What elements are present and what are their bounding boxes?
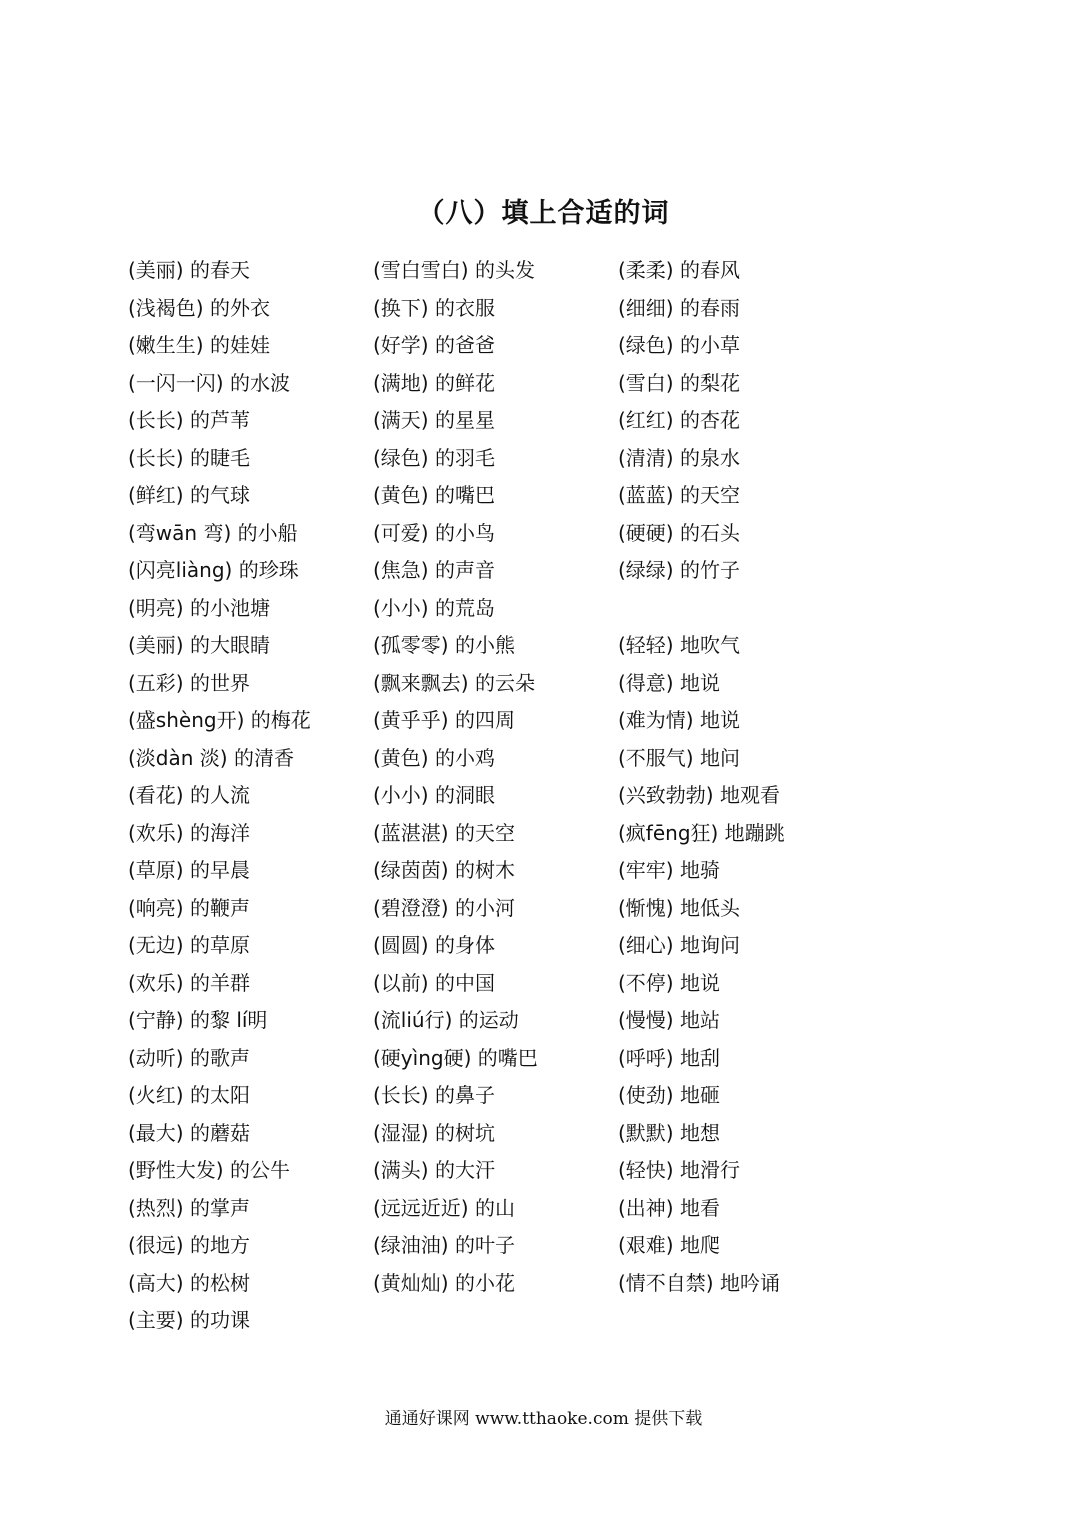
phrase-entry: (闪亮liàng) 的珍珠 [128,558,299,582]
phrase-column-1 [128,252,368,1340]
phrase-entry: (绿茵茵) 的树木 [373,858,515,882]
phrase-entry: (柔柔) 的春风 [618,258,740,282]
phrase-entry: (绿色) 的羽毛 [373,445,495,470]
phrase-entry: (最大) 的蘑菇 [128,1120,250,1145]
phrase-entry: (绿绿) 的竹子 [618,558,740,582]
phrase-entry: (小小) 的洞眼 [373,783,495,807]
phrase-entry: (轻轻) 地吹气 [618,633,740,657]
phrase-entry: (圆圆) 的身体 [373,933,495,957]
phrase-entry: (细细) 的春雨 [618,295,740,320]
phrase-entry: (默默) 地想 [618,1120,720,1145]
phrase-entry: (欢乐) 的羊群 [128,970,250,995]
phrase-entry: (欢乐) 的海洋 [128,820,250,845]
phrase-entry: (一闪一闪) 的水波 [128,370,290,395]
phrase-entry: (硬硬) 的石头 [618,520,740,545]
phrase-entry: (蓝湛湛) 的天空 [373,820,515,845]
phrase-entry: (轻快) 地滑行 [618,1158,740,1182]
phrase-entry: (使劲) 地砸 [618,1083,720,1107]
footer-credit: 通通好课网 www.tthaoke.com 提供下载 [384,1409,703,1429]
phrase-entry: (不服气) 地问 [618,745,740,770]
phrase-entry: (惭愧) 地低头 [618,895,740,920]
phrase-entry: (兴致勃勃) 地观看 [618,783,780,807]
phrase-entry: (可爱) 的小鸟 [373,520,495,545]
phrase-entry: (明亮) 的小池塘 [128,595,270,620]
phrase-entry: (宁静) 的黎 lí明 [128,1008,268,1032]
phrase-entry: (得意) 地说 [618,670,720,695]
phrase-entry: (难为情) 地说 [618,708,740,732]
phrase-entry: (热烈) 的掌声 [128,1195,250,1220]
phrase-entry: (满地) 的鲜花 [373,370,495,395]
phrase-entry: (长长) 的芦苇 [128,408,250,432]
phrase-entry: (主要) 的功课 [128,1308,250,1332]
phrase-entry: (草原) 的早晨 [128,858,250,882]
phrase-entry: (碧澄澄) 的小河 [373,895,515,920]
phrase-entry: (黄乎乎) 的四周 [373,708,515,732]
phrase-entry: (美丽) 的大眼睛 [128,633,270,657]
phrase-entry: (以前) 的中国 [373,970,495,995]
phrase-entry: (黄灿灿) 的小花 [373,1270,515,1295]
phrase-entry: (淡dàn 淡) 的清香 [128,745,294,770]
phrase-entry: (艰难) 地爬 [618,1233,720,1257]
phrase-entry: (响亮) 的鞭声 [128,895,250,920]
phrase-entry: (情不自禁) 地吟诵 [618,1270,780,1295]
phrase-entry: (流liú行) 的运动 [373,1008,519,1032]
phrase-entry: (火红) 的太阳 [128,1083,250,1107]
phrase-entry: (黄色) 的嘴巴 [373,483,495,507]
phrase-entry: (换下) 的衣服 [373,295,495,320]
phrase-entry: (绿油油) 的叶子 [373,1233,515,1257]
phrase-entry: (呼呼) 地刮 [618,1045,720,1070]
phrase-entry: (远远近近) 的山 [373,1195,515,1220]
phrase-entry: (好学) 的爸爸 [373,333,495,357]
phrase-entry: (黄色) 的小鸡 [373,745,495,770]
phrase-entry: (弯wān 弯) 的小船 [128,520,298,545]
blank-row [618,590,858,628]
phrase-entry: (飘来飘去) 的云朵 [373,670,535,695]
phrase-entry: (美丽) 的春天 [128,258,250,282]
phrase-entry: (小小) 的荒岛 [373,595,495,620]
phrase-entry: (动听) 的歌声 [128,1045,250,1070]
phrase-entry: (看花) 的人流 [128,783,250,807]
phrase-entry: (长长) 的鼻子 [373,1083,495,1107]
phrase-entry: (硬yìng硬) 的嘴巴 [373,1045,538,1070]
phrase-column-3 [618,252,858,1302]
phrase-entry: (野性大发) 的公牛 [128,1158,290,1182]
phrase-entry: (绿色) 的小草 [618,333,740,357]
phrase-entry: (雪白雪白) 的头发 [373,258,535,282]
phrase-entry: (不停) 地说 [618,970,720,995]
phrase-entry: (细心) 地询问 [618,933,740,957]
phrase-entry: (高大) 的松树 [128,1270,250,1295]
phrase-entry: (很远) 的地方 [128,1233,250,1257]
phrase-column-2 [373,252,613,1302]
phrase-entry: (满天) 的星星 [373,408,495,432]
phrase-entry: (出神) 地看 [618,1195,720,1220]
phrase-entry: (蓝蓝) 的天空 [618,483,740,507]
phrase-entry: (长长) 的睫毛 [128,445,250,470]
phrase-entry: (清清) 的泉水 [618,445,740,470]
phrase-entry: (嫩生生) 的娃娃 [128,333,270,357]
phrase-entry: (鲜红) 的气球 [128,483,250,507]
page-title: （八）填上合适的词 [417,198,670,229]
phrase-entry: (疯fēng狂) 地蹦跳 [618,820,785,845]
phrase-entry: (五彩) 的世界 [128,670,250,695]
phrase-entry: (牢牢) 地骑 [618,858,720,882]
phrase-entry: (无边) 的草原 [128,933,250,957]
phrase-entry: (满头) 的大汗 [373,1158,495,1182]
phrase-entry: (浅褐色) 的外衣 [128,295,270,320]
phrase-entry: (湿湿) 的树坑 [373,1120,495,1145]
phrase-entry: (雪白) 的梨花 [618,370,740,395]
phrase-entry: (慢慢) 地站 [618,1008,720,1032]
phrase-entry: (盛shèng开) 的梅花 [128,708,311,732]
phrase-entry: (红红) 的杏花 [618,408,740,432]
phrase-entry: (焦急) 的声音 [373,558,495,582]
phrase-entry: (孤零零) 的小熊 [373,633,515,657]
